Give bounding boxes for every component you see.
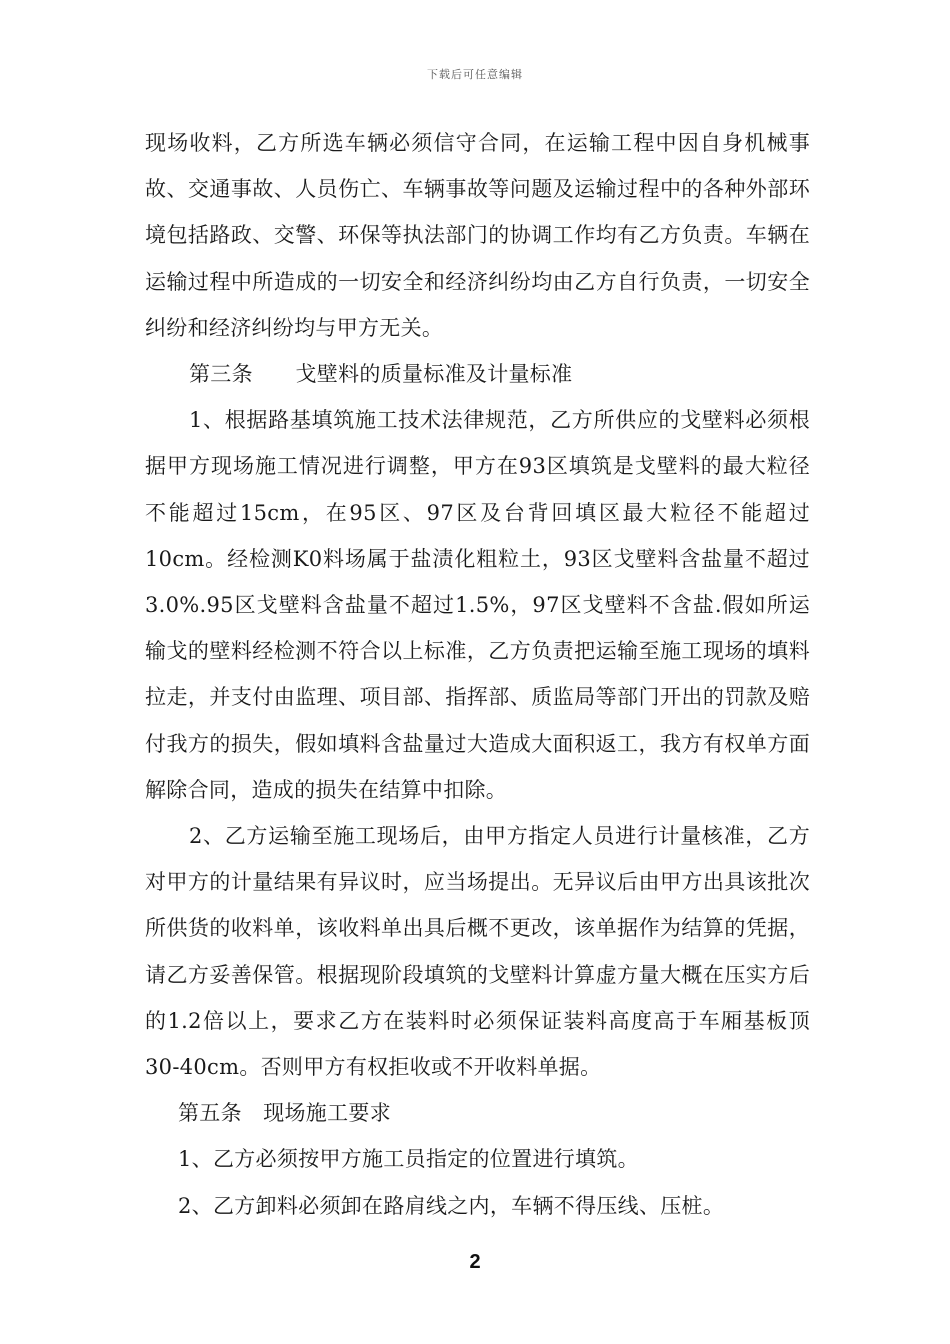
page-number: 2	[469, 1251, 481, 1273]
article-3-heading: 第三条 戈壁料的质量标准及计量标准	[189, 362, 573, 387]
article-3-item-2: 2、乙方运输至施工现场后，由甲方指定人员进行计量核准，乙方对甲方的计量结果有异议时，应当场提出。无异议后由甲方出具该批次所供货的收料单，该收料单出具后概不更改，该单据作为结算的凭据，请乙方妥善保管。根据现阶段填筑的戈壁料计算虚方量大概在压实方后的1.2倍以上，要求乙方在装料时必须保证装料高度高于车厢基板顶30-40cm。否则甲方有权拒收或不开收料单据。	[145, 824, 810, 1080]
paragraph-continued: 现场收料，乙方所选车辆必须信守合同，在运输工程中因自身机械事故、交通事故、人员伤亡、车辆事故等问题及运输过程中的各种外部环境包括路政、交警、环保等执法部门的协调工作均有乙方负责。车辆在运输过程中所造成的一切安全和经济纠纷均由乙方自行负责，一切安全纠纷和经济纠纷均与甲方无关。	[145, 131, 810, 340]
article-5-item-2: 2、乙方卸料必须卸在路肩线之内，车辆不得压线、压桩。	[178, 1193, 725, 1218]
article-5-heading: 第五条 现场施工要求	[178, 1101, 391, 1126]
article-5-item-1: 1、乙方必须按甲方施工员指定的位置进行填筑。	[178, 1147, 639, 1172]
page-header: 下载后可任意编辑	[427, 68, 523, 81]
article-3-item-1: 1、根据路基填筑施工技术法律规范，乙方所供应的戈壁料必须根据甲方现场施工情况进行调整，甲方在93区填筑是戈壁料的最大粒径不能超过15cm，在95区、97区及台背回填区最大粒径不能超过10cm。经检测K0料场属于盐渍化粗粒土，93区戈壁料含盐量不超过3.0%.95区戈壁料含盐量不超过1.5%，97区戈壁料不含盐.假如所运输戈的壁料经检测不符合以上标准，乙方负责把运输至施工现场的填料拉走，并支付由监理、项目部、指挥部、质监局等部门开出的罚款及赔付我方的损失，假如填料含盐量过大造成大面积返工，我方有权单方面解除合同，造成的损失在结算中扣除。	[145, 408, 810, 802]
body-content	[145, 120, 810, 1229]
